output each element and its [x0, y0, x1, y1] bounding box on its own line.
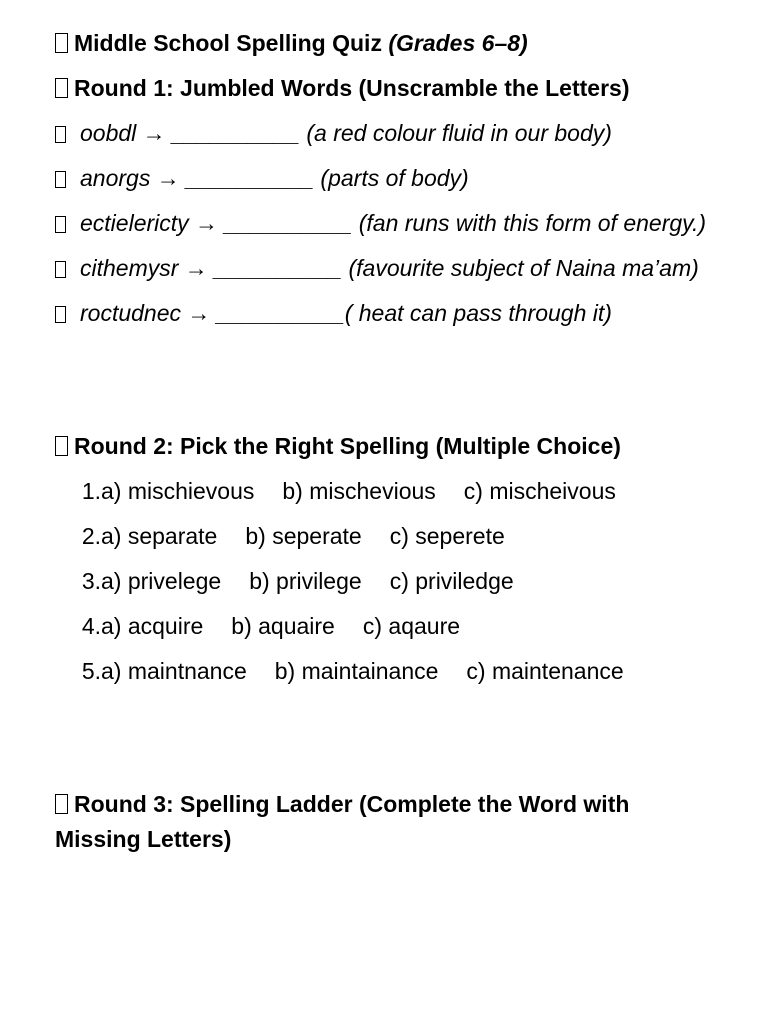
- list-item: [55, 609, 715, 644]
- missing-glyph-icon: [55, 216, 66, 233]
- round3-heading: [55, 787, 715, 857]
- round1-heading-text: Round 1: Jumbled Words (Unscramble the Letters): [74, 75, 630, 101]
- quiz-document: [55, 26, 715, 867]
- question-number: 4.: [81, 613, 101, 639]
- round2-heading-text: Round 2: Pick the Right Spelling (Multiple Choice): [74, 433, 621, 459]
- jumbled-word: cithemysr: [80, 255, 179, 281]
- quiz-title-text: Middle School Spelling Quiz: [74, 30, 382, 56]
- option-c: c) priviledge: [389, 568, 514, 594]
- option-b: b) aquaire: [231, 613, 335, 639]
- jumbled-hint: ( heat can pass through it): [344, 300, 612, 326]
- option-b: b) privilege: [249, 568, 362, 594]
- missing-glyph-icon: [55, 126, 66, 143]
- option-a: a) privelege: [101, 568, 222, 594]
- jumbled-hint: (favourite subject of Naina ma’am): [348, 255, 699, 281]
- jumbled-hint: (a red colour fluid in our body): [306, 120, 612, 146]
- jumbled-item: [55, 206, 715, 241]
- arrow-icon: →: [156, 165, 180, 191]
- list-item: [55, 564, 715, 599]
- answer-blank: __________: [172, 120, 300, 146]
- list-item: [55, 474, 715, 509]
- arrow-icon: →: [195, 210, 219, 236]
- option-a: a) acquire: [101, 613, 204, 639]
- list-item: [55, 654, 715, 689]
- jumbled-item: [55, 251, 715, 286]
- multiple-choice-list: [55, 474, 715, 689]
- arrow-icon: →: [142, 120, 166, 146]
- option-c: c) mischeivous: [463, 478, 616, 504]
- missing-glyph-icon: [55, 794, 68, 814]
- missing-glyph-icon: [55, 306, 66, 323]
- arrow-icon: →: [187, 300, 211, 326]
- jumbled-item: [55, 161, 715, 196]
- list-item: [55, 519, 715, 554]
- round1-heading: [55, 71, 715, 106]
- missing-glyph-icon: [55, 78, 68, 98]
- question-number: 1.: [81, 478, 101, 504]
- option-c: c) seperete: [389, 523, 505, 549]
- option-b: b) mischevious: [282, 478, 436, 504]
- answer-blank: __________: [186, 165, 315, 191]
- jumbled-hint: (fan runs with this form of energy.): [358, 210, 707, 236]
- question-number: 2.: [81, 523, 101, 549]
- option-a: a) maintnance: [101, 658, 247, 684]
- round2-heading: [55, 429, 715, 464]
- section-spacer: [55, 699, 715, 787]
- quiz-title: [55, 26, 715, 61]
- missing-glyph-icon: [55, 33, 68, 53]
- arrow-icon: →: [184, 255, 208, 281]
- missing-glyph-icon: [55, 261, 66, 278]
- jumbled-item: [55, 116, 715, 151]
- option-a: a) separate: [101, 523, 218, 549]
- option-b: b) maintainance: [274, 658, 439, 684]
- jumbled-word: anorgs: [80, 165, 151, 191]
- option-b: b) seperate: [245, 523, 362, 549]
- option-a: a) mischievous: [101, 478, 255, 504]
- jumbled-hint: (parts of body): [320, 165, 469, 191]
- missing-glyph-icon: [55, 436, 68, 456]
- jumbled-word: roctudnec: [80, 300, 182, 326]
- option-c: c) maintenance: [466, 658, 624, 684]
- question-number: 5.: [81, 658, 101, 684]
- jumbled-word: oobdl: [80, 120, 137, 146]
- question-number: 3.: [81, 568, 101, 594]
- round3-heading-text: Round 3: Spelling Ladder (Complete the Word with Missing Letters): [55, 791, 630, 852]
- section-spacer: [55, 341, 715, 429]
- answer-blank: __________: [216, 300, 345, 326]
- quiz-grades: (Grades 6–8): [388, 30, 528, 56]
- jumbled-word: ectielericty: [80, 210, 189, 236]
- jumbled-item: [55, 296, 715, 331]
- missing-glyph-icon: [55, 171, 66, 188]
- option-c: c) aqaure: [362, 613, 461, 639]
- answer-blank: __________: [214, 255, 343, 281]
- answer-blank: __________: [224, 210, 353, 236]
